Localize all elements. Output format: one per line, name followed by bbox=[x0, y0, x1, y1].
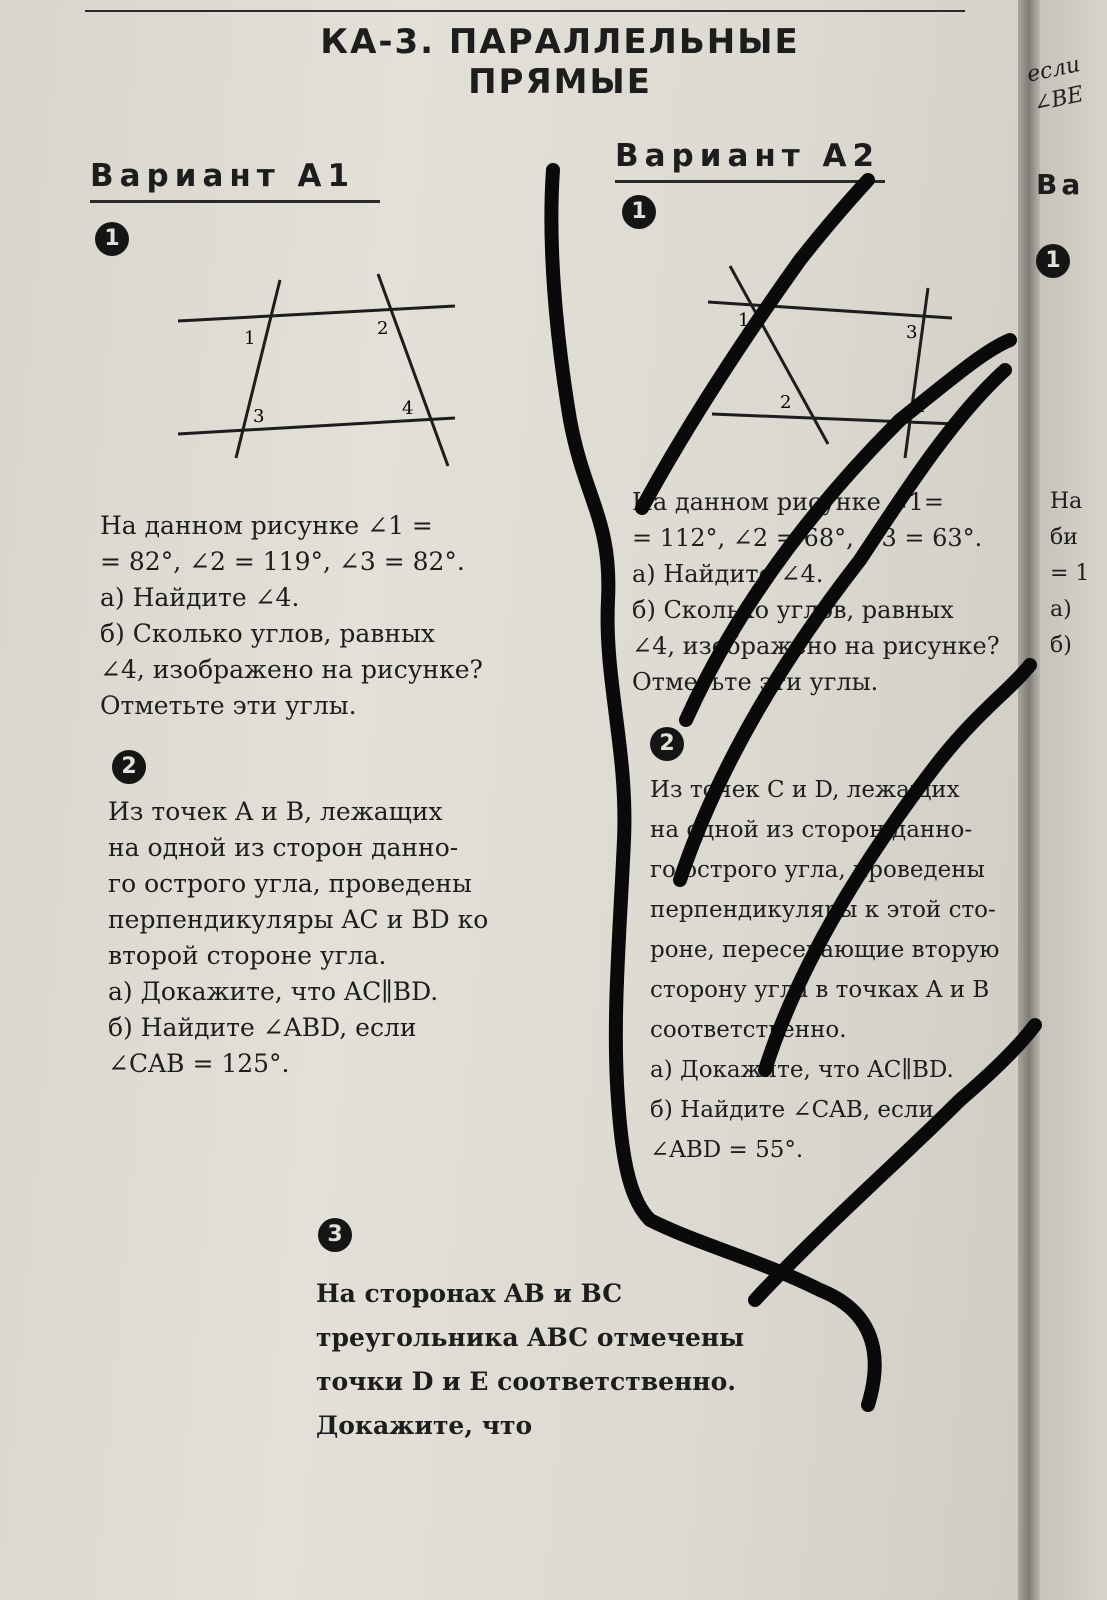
a1-task2-line: б) Найдите ∠ABD, если bbox=[108, 1013, 417, 1042]
adjacent-line: б) bbox=[1050, 633, 1072, 658]
task3-line: точки D и E соответственно. bbox=[316, 1367, 736, 1396]
a1-task1-line: б) Сколько углов, равных bbox=[100, 619, 436, 648]
adjacent-variant-heading: Ва bbox=[1036, 168, 1085, 201]
variant-a2-heading: Вариант А2 bbox=[615, 138, 881, 174]
a1-task2-number: 2 bbox=[112, 750, 146, 784]
marker-diagonal-2 bbox=[686, 340, 1010, 720]
marker-diagonal-5 bbox=[755, 1025, 1035, 1300]
a2-task2-line: а) Докажите, что AC∥BD. bbox=[650, 1057, 954, 1083]
marker-diagonal-4 bbox=[765, 665, 1030, 1070]
a2-label-3: 3 bbox=[906, 322, 918, 343]
title-line-2: ПРЯМЫЕ bbox=[468, 62, 652, 102]
a2-task2-line: Из точек C и D, лежащих bbox=[650, 777, 960, 803]
a2-label-1: 1 bbox=[738, 310, 750, 331]
a2-task1-line: ∠4, изображено на рисунке? bbox=[632, 632, 1000, 660]
a2-task2-line: роне, пересекающие вторую bbox=[650, 937, 1000, 963]
a2-task1-number: 1 bbox=[622, 195, 656, 229]
a2-task1-line: б) Сколько углов, равных bbox=[632, 596, 954, 624]
a1-task1-line: = 82°, ∠2 = 119°, ∠3 = 82°. bbox=[100, 547, 465, 576]
adjacent-line: би bbox=[1050, 525, 1078, 550]
a1-task2-line: второй стороне угла. bbox=[108, 941, 387, 970]
variant-a1-heading: Вариант А1 bbox=[90, 158, 356, 194]
a1-label-3: 3 bbox=[253, 406, 265, 427]
task3-line: треугольника ABC отмечены bbox=[316, 1323, 745, 1352]
task3-line: На сторонах AB и BC bbox=[316, 1279, 623, 1308]
a1-task1-line: На данном рисунке ∠1 = bbox=[100, 511, 433, 540]
adjacent-line: = 1 bbox=[1050, 561, 1090, 586]
task3-line: Докажите, что bbox=[316, 1411, 533, 1440]
a2-task1-line: = 112°, ∠2 = 68°, ∠3 = 63°. bbox=[632, 524, 983, 552]
a1-task2-line: Из точек A и B, лежащих bbox=[108, 797, 443, 826]
a2-task2-line: на одной из сторон данно- bbox=[650, 817, 973, 843]
marker-diagonal-1 bbox=[642, 180, 868, 508]
adjacent-line: На bbox=[1050, 489, 1083, 514]
a1-task2-line: перпендикуляры AC и BD ко bbox=[108, 905, 489, 934]
a1-task2-line: го острого угла, проведены bbox=[108, 869, 472, 898]
a2-task2-line: б) Найдите ∠CAB, если bbox=[650, 1097, 934, 1123]
a2-task2-line: перпендикуляры к этой сто- bbox=[650, 897, 996, 923]
adjacent-top-line: ∠BE bbox=[1031, 81, 1086, 117]
a2-task2-line: сторону угла в точках A и B bbox=[650, 977, 990, 1003]
a1-label-4: 4 bbox=[402, 398, 414, 419]
a1-task1-number: 1 bbox=[95, 222, 129, 256]
a1-label-2: 2 bbox=[377, 318, 389, 339]
a1-task2-line: а) Докажите, что AC∥BD. bbox=[108, 977, 439, 1006]
adjacent-task1-number: 1 bbox=[1036, 244, 1070, 278]
adjacent-top-line: если bbox=[1024, 52, 1083, 88]
a1-task1-line: Отметьте эти углы. bbox=[100, 691, 357, 720]
a2-label-4: 4 bbox=[914, 396, 926, 417]
a2-task1-line: На данном рисунке ∠1= bbox=[632, 488, 944, 516]
a2-label-2: 2 bbox=[780, 392, 792, 413]
a1-task1-line: а) Найдите ∠4. bbox=[100, 583, 300, 612]
a2-task2-line: соответственно. bbox=[650, 1017, 847, 1043]
task3-number: 3 bbox=[318, 1218, 352, 1252]
a2-task1-line: а) Найдите ∠4. bbox=[632, 560, 824, 588]
title-line-1: КА-3. ПАРАЛЛЕЛЬНЫЕ bbox=[320, 22, 800, 62]
a1-label-1: 1 bbox=[244, 328, 256, 349]
a2-task2-line: го острого угла, проведены bbox=[650, 857, 985, 883]
a1-task1-line: ∠4, изображено на рисунке? bbox=[100, 655, 483, 684]
a2-task2-number: 2 bbox=[650, 727, 684, 761]
a2-task2-line: ∠ABD = 55°. bbox=[650, 1137, 804, 1163]
adjacent-line: а) bbox=[1050, 597, 1072, 622]
a2-task1-line: Отметьте эти углы. bbox=[632, 668, 879, 696]
a1-task2-line: на одной из сторон данно- bbox=[108, 833, 459, 862]
a1-task2-line: ∠CAB = 125°. bbox=[108, 1049, 290, 1078]
